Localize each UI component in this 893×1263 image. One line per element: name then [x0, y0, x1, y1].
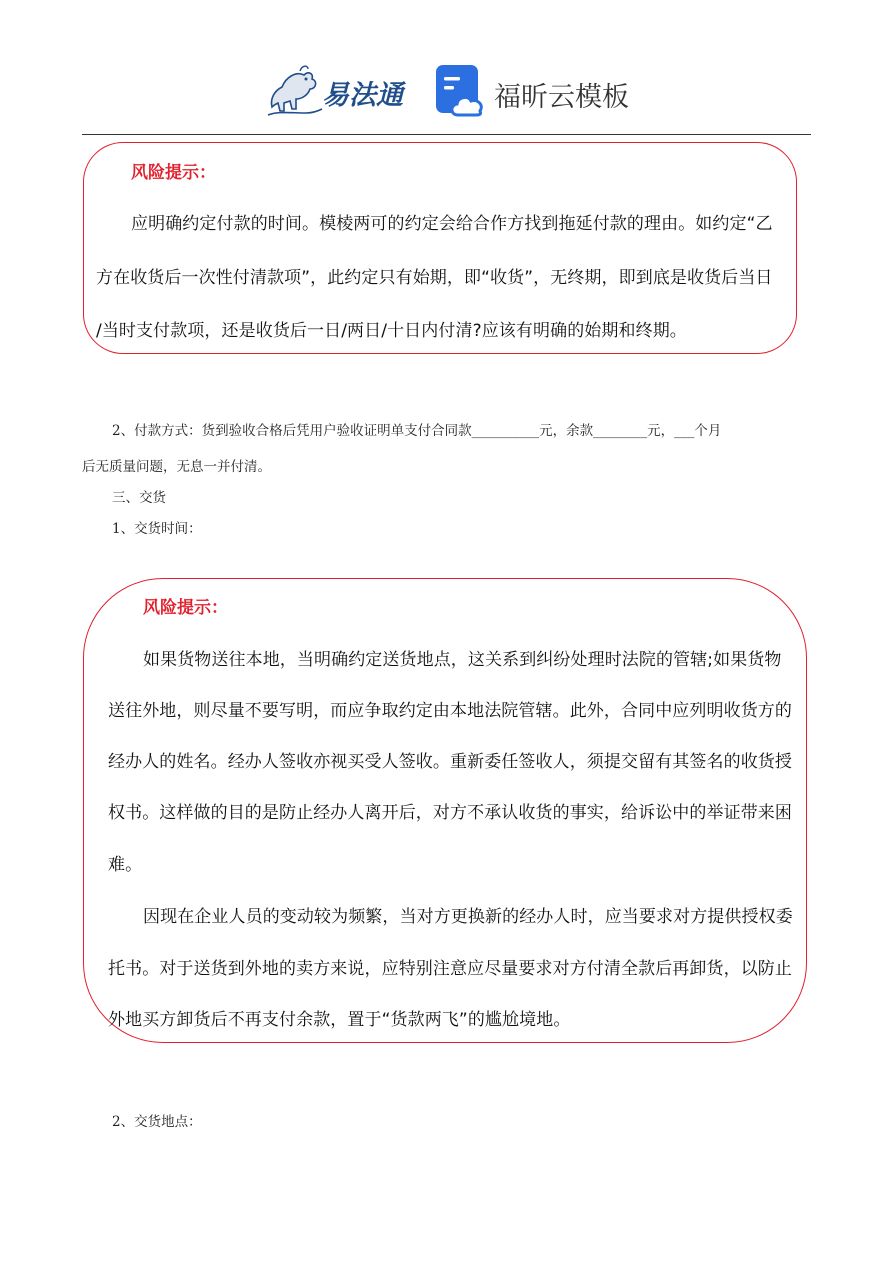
delivery-place-label: 2、交货地点：	[112, 1114, 202, 1130]
risk-notice-line: 托书。对于送货到外地的卖方来说，应特别注意应尽量要求对方付清全款后再卸货，以防止	[108, 959, 792, 979]
risk-notice-line: 经办人的姓名。经办人签收亦视买受人签收。重新委任签收人，须提交留有其签名的收货授	[108, 752, 792, 772]
page-header	[0, 55, 893, 125]
risk-notice-line: 应明确约定付款的时间。模棱两可的约定会给合作方找到拖延付款的理由。如约定“乙	[131, 214, 773, 234]
foxit-template-logo	[436, 65, 646, 119]
header-divider	[82, 134, 811, 135]
risk-notice-line: 难。	[108, 855, 143, 875]
document-cloud-icon	[436, 65, 486, 117]
risk-notice-line: 送往外地，则尽量不要写明，而应争取约定由本地法院管辖。此外，合同中应列明收货方的	[108, 701, 792, 721]
risk-notice-title: 风险提示：	[143, 598, 228, 618]
delivery-time-label: 1、交货时间：	[112, 521, 202, 537]
risk-notice-line: 因现在企业人员的变动较为频繁，当对方更换新的经办人时，应当要求对方提供授权委	[143, 907, 793, 927]
risk-notice-line: 权书。这样做的目的是防止经办人离开后，对方不承认收货的事实，给诉讼中的举证带来困	[108, 803, 792, 823]
payment-method-line-cont: 后无质量问题，无息一并付清。	[82, 459, 271, 475]
section-heading-delivery: 三、交货	[112, 490, 166, 506]
foxit-template-logo-text: 福昕云模板	[494, 82, 629, 113]
payment-method-line: 2、付款方式：货到验收合格后凭用户验收证明单支付合同款__________元，余款________元，___个月	[112, 423, 722, 439]
risk-notice-title: 风险提示：	[131, 163, 216, 183]
risk-notice-line: 如果货物送往本地，当明确约定送货地点，这关系到纠纷处理时法院的管辖;如果货物	[143, 650, 782, 670]
yifatong-logo	[262, 63, 412, 119]
risk-notice-line: 方在收货后一次性付清款项”，此约定只有始期，即“收货”，无终期，即到底是收货后当日	[96, 268, 773, 288]
risk-notice-line: /当时支付款项，还是收货后一日/两日/十日内付清?应该有明确的始期和终期。	[96, 321, 687, 341]
yifatong-logo-text: 易法通	[322, 80, 403, 111]
risk-notice-line: 外地买方卸货后不再支付余款，置于“货款两飞”的尴尬境地。	[108, 1010, 571, 1030]
qilin-mascot-icon	[262, 63, 324, 119]
